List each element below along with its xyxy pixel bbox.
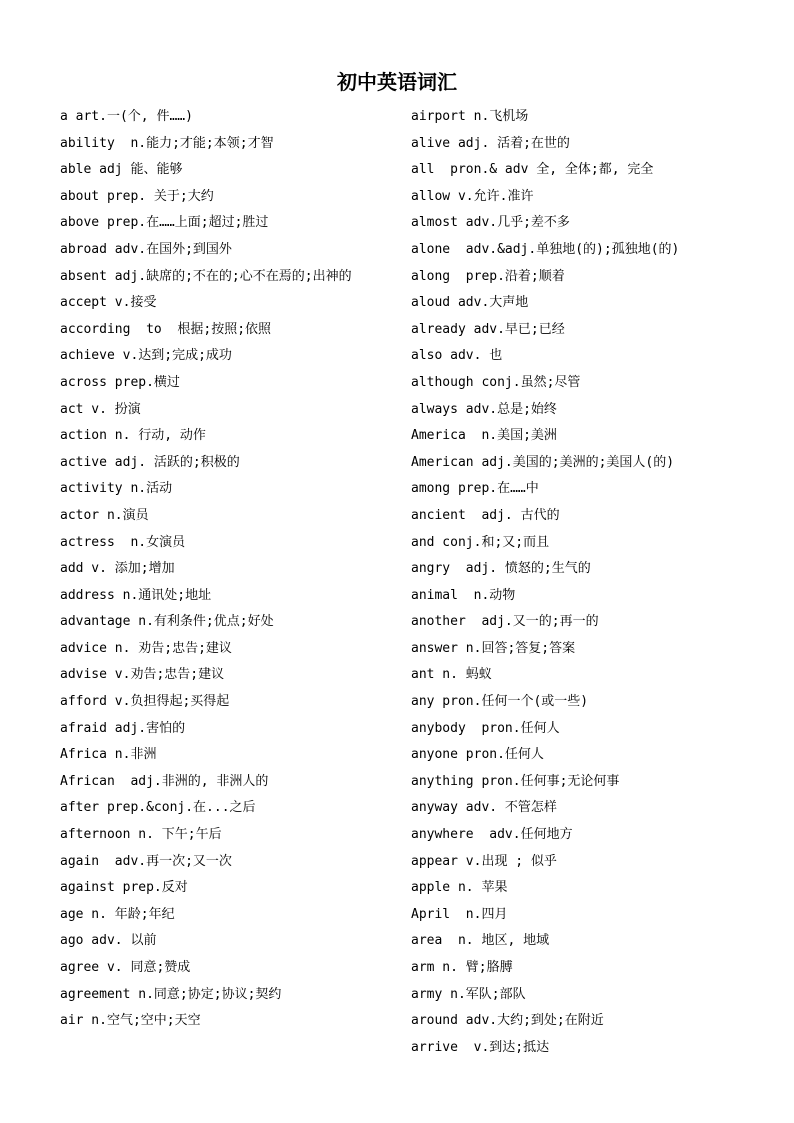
vocabulary-entry: Africa n.非洲	[60, 747, 157, 763]
vocabulary-entry: anyway adv. 不管怎样	[411, 800, 557, 816]
vocabulary-entry: afraid adj.害怕的	[60, 720, 186, 736]
vocabulary-entry: animal n.动物	[411, 587, 516, 603]
vocabulary-entry: appear v.出现 ; 似乎	[411, 853, 557, 869]
vocabulary-entry: allow v.允许.准许	[411, 188, 534, 204]
vocabulary-entry: after prep.&conj.在...之后	[60, 800, 256, 816]
vocabulary-entry: anyone pron.任何人	[411, 747, 544, 763]
vocabulary-entry: already adv.早已;已经	[411, 321, 565, 337]
vocabulary-entry: ancient adj. 古代的	[411, 507, 560, 523]
vocabulary-entry: and conj.和;又;而且	[411, 534, 550, 550]
vocabulary-entry: afternoon n. 下午;午后	[60, 827, 222, 843]
vocabulary-entry: abroad adv.在国外;到国外	[60, 241, 232, 257]
vocabulary-entry: although conj.虽然;尽管	[411, 374, 581, 390]
vocabulary-entry: actor n.演员	[60, 507, 149, 523]
vocabulary-entry: always adv.总是;始终	[411, 401, 557, 417]
vocabulary-entry: age n. 年龄;年纪	[60, 906, 175, 922]
vocabulary-entry: about prep. 关于;大约	[60, 188, 214, 204]
vocabulary-entry: any pron.任何一个(或一些)	[411, 694, 589, 710]
vocabulary-entry: ago adv. 以前	[60, 933, 157, 949]
vocabulary-entry: add v. 添加;增加	[60, 561, 175, 577]
vocabulary-entry: all pron.& adv 全, 全体;都, 完全	[411, 162, 654, 178]
vocabulary-entry: air n.空气;空中;天空	[60, 1013, 201, 1029]
vocabulary-entry: America n.美国;美洲	[411, 428, 557, 444]
vocabulary-entry: act v. 扮演	[60, 401, 141, 417]
vocabulary-entry: advise v.劝告;忠告;建议	[60, 667, 225, 683]
page-title: 初中英语词汇	[337, 70, 457, 94]
vocabulary-entry: able adj 能、能够	[60, 162, 183, 178]
vocabulary-entry: army n.军队;部队	[411, 986, 526, 1002]
vocabulary-entry: across prep.横过	[60, 374, 180, 390]
vocabulary-entry: advantage n.有利条件;优点;好处	[60, 614, 274, 630]
vocabulary-entry: afford v.负担得起;买得起	[60, 694, 230, 710]
vocabulary-entry: another adj.又一的;再一的	[411, 614, 599, 630]
vocabulary-entry: apple n. 苹果	[411, 880, 508, 896]
vocabulary-entry: along prep.沿着;顺着	[411, 268, 565, 284]
vocabulary-entry: around adv.大约;到处;在附近	[411, 1013, 604, 1029]
vocabulary-entry: American adj.美国的;美洲的;美国人(的)	[411, 454, 675, 470]
vocabulary-column-left	[60, 104, 390, 1035]
vocabulary-entry: area n. 地区, 地域	[411, 933, 550, 949]
vocabulary-entry: above prep.在……上面;超过;胜过	[60, 215, 269, 231]
vocabulary-entry: according to 根据;按照;依照	[60, 321, 272, 337]
vocabulary-entry: action n. 行动, 动作	[60, 428, 206, 444]
vocabulary-entry: address n.通讯处;地址	[60, 587, 212, 603]
vocabulary-entry: airport n.飞机场	[411, 109, 529, 124]
vocabulary-entry: absent adj.缺席的;不在的;心不在焉的;出神的	[60, 268, 352, 284]
vocabulary-entry: against prep.反对	[60, 880, 188, 896]
vocabulary-column-right	[411, 104, 741, 1061]
vocabulary-entry: almost adv.几乎;差不多	[411, 215, 570, 231]
vocabulary-entry: agreement n.同意;协定;协议;契约	[60, 986, 282, 1002]
vocabulary-entry: agree v. 同意;赞成	[60, 960, 191, 975]
vocabulary-entry: arm n. 臂;胳膊	[411, 960, 513, 975]
vocabulary-entry: accept v.接受	[60, 295, 157, 311]
vocabulary-entry: advice n. 劝告;忠告;建议	[60, 640, 232, 656]
vocabulary-entry: aloud adv.大声地	[411, 295, 529, 311]
vocabulary-entry: April n.四月	[411, 906, 508, 922]
vocabulary-entry: again adv.再一次;又一次	[60, 853, 232, 869]
vocabulary-entry: actress n.女演员	[60, 534, 186, 550]
vocabulary-entry: ability n.能力;才能;本领;才智	[60, 135, 274, 151]
vocabulary-entry: arrive v.到达;抵达	[411, 1039, 550, 1055]
vocabulary-entry: among prep.在……中	[411, 481, 539, 497]
vocabulary-entry: angry adj. 愤怒的;生气的	[411, 561, 591, 577]
vocabulary-entry: activity n.活动	[60, 481, 173, 497]
vocabulary-entry: anything pron.任何事;无论何事	[411, 773, 620, 789]
vocabulary-entry: alone adv.&adj.单独地(的);孤独地(的)	[411, 241, 680, 257]
vocabulary-entry: anywhere adv.任何地方	[411, 827, 573, 843]
vocabulary-entry: achieve v.达到;完成;成功	[60, 348, 232, 364]
vocabulary-entry: active adj. 活跃的;积极的	[60, 454, 240, 470]
vocabulary-entry: African adj.非洲的, 非洲人的	[60, 773, 269, 789]
vocabulary-entry: anybody pron.任何人	[411, 720, 560, 736]
vocabulary-entry: answer n.回答;答复;答案	[411, 640, 576, 656]
vocabulary-entry: ant n. 蚂蚁	[411, 667, 492, 683]
vocabulary-entry: alive adj. 活着;在世的	[411, 135, 570, 151]
vocabulary-entry: a art.一(个, 件……)	[60, 109, 193, 124]
vocabulary-entry: also adv. 也	[411, 348, 503, 364]
